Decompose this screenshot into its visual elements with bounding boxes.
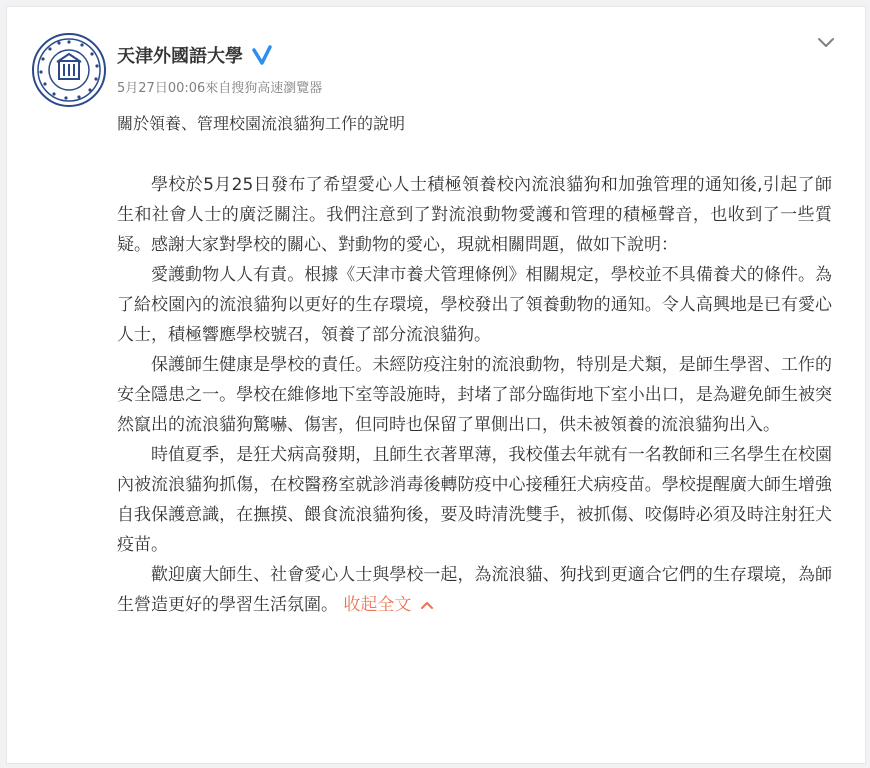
paragraph: 時值夏季，是狂犬病高發期，且師生衣著單薄，我校僅去年就有一名教師和三名學生在校園內被流浪貓狗抓傷，在校醫務室就診消毒後轉防疫中心接種狂犬病疫苗。學校提醒廣大師生增強自我保護意識，在撫摸、餵食流浪貓狗後，要及時清洗雙手，被抓傷、咬傷時必須及時注射狂犬疫苗。 [117,445,832,555]
paragraph: 愛護動物人人有責。根據《天津市養犬管理條例》相關規定，學校並不具備養犬的條件。為了給校園內的流浪貓狗以更好的生存環境，學校發出了領養動物的通知。令人高興地是已有愛心人士，積極響應學校號召，領養了部分流浪貓狗。 [117,265,832,345]
paragraph: 學校於5月25日發布了希望愛心人士積極領養校內流浪貓狗和加強管理的通知後,引起了師生和社會人士的廣泛關注。我們注意到了對流浪動物愛護和管理的積極聲音，也收到了一些質疑。感謝大家對學校的關心、對動物的愛心，現就相關問題，做如下說明： [117,175,832,255]
post-body [117,170,832,620]
collapse-full-text-link[interactable] [343,595,433,615]
paragraph-last [117,560,832,620]
weibo-post-card [6,6,866,764]
university-seal-icon[interactable] [32,33,106,107]
paragraph-text: 歡迎廣大師生、社會愛心人士與學校一起，為流浪貓、狗找到更適合它們的生存環境，為師生營造更好的學習生活氛圍。 [117,565,832,615]
chevron-down-icon[interactable] [814,31,838,55]
post-meta[interactable]: 5月27日00:06來自搜狗高速瀏覽器 [117,81,323,96]
collapse-label: 收起全文 [343,595,412,615]
post-title: 關於領養、管理校園流浪貓狗工作的說明 [117,114,406,133]
chevron-up-icon [421,601,433,609]
author-name[interactable]: 天津外國語大學 [117,46,243,67]
verified-badge-icon [251,44,273,66]
author-row [117,42,273,68]
paragraph: 保護師生健康是學校的責任。未經防疫注射的流浪動物，特別是犬類，是師生學習、工作的安全隱患之一。學校在維修地下室等設施時，封堵了部分臨街地下室小出口，是為避免師生被突然竄出的流浪貓狗驚嚇、傷害，但同時也保留了單側出口，供未被領養的流浪貓狗出入。 [117,355,832,435]
